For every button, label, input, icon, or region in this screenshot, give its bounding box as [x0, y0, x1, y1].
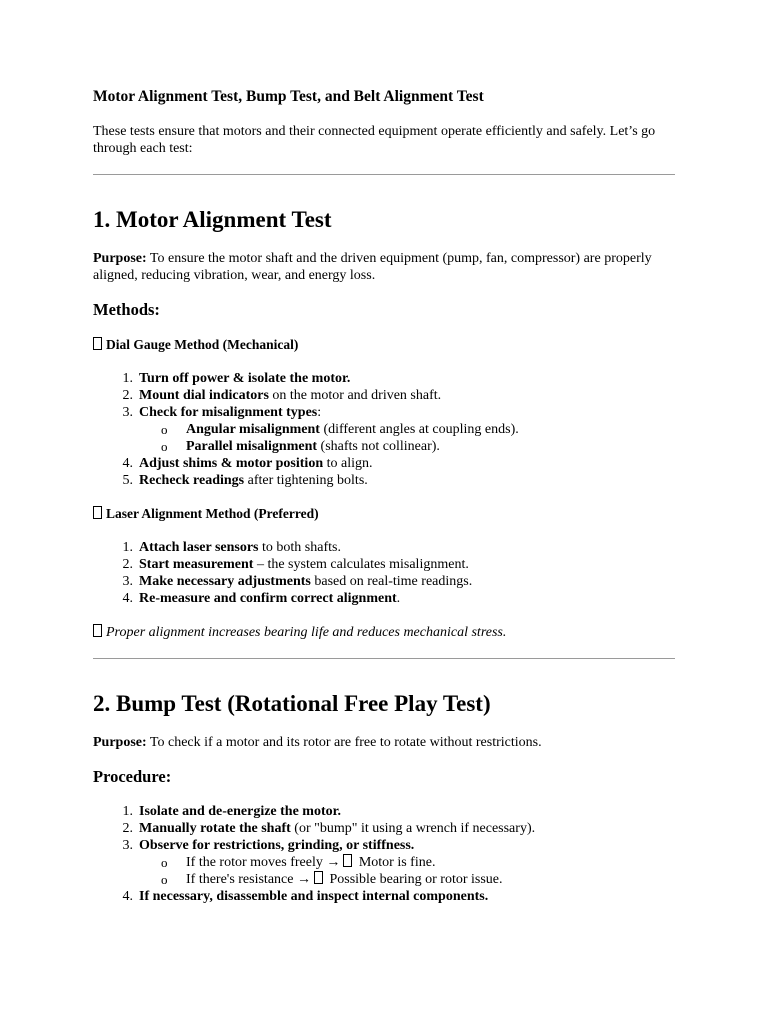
list-item: 1. Turn off power & isolate the motor. — [122, 371, 351, 386]
list-item: 3. Check for misalignment types: — [122, 405, 322, 420]
divider — [93, 658, 675, 659]
list-item: 2. Mount dial indicators on the motor and driven shaft. — [122, 388, 442, 403]
section-2-purpose — [93, 734, 683, 751]
list-item: 1. Isolate and de-energize the motor. — [122, 804, 342, 819]
list-item: 4. Re-measure and confirm correct alignment. — [122, 591, 401, 606]
list-item: 4. If necessary, disassemble and inspect internal components. — [122, 889, 489, 904]
divider — [93, 174, 675, 175]
purpose-label: Purpose: — [93, 735, 147, 750]
arrow-icon: → — [296, 872, 311, 887]
sub-list-item: o If the rotor moves freely → Motor is fine. — [161, 855, 436, 870]
arrow-icon: → — [326, 855, 341, 870]
bump-test-steps — [93, 803, 693, 905]
list-item: 3. Observe for restrictions, grinding, or stiffness. — [122, 838, 415, 853]
methods-heading: Methods: — [93, 300, 160, 319]
list-item: 1. Attach laser sensors to both shafts. — [122, 540, 341, 555]
list-item: 4. Adjust shims & motor position to align. — [122, 456, 373, 471]
sub-list-item: o Angular misalignment (different angles at coupling ends). — [161, 422, 519, 437]
list-item: 3. Make necessary adjustments based on real-time readings. — [122, 574, 473, 589]
list-item: 2. Start measurement – the system calculates misalignment. — [122, 557, 469, 572]
alignment-note: Proper alignment increases bearing life and reduces mechanical stress. — [93, 624, 506, 641]
purpose-text: To check if a motor and its rotor are free to rotate without restrictions. — [146, 735, 542, 750]
checkbox-glyph-icon — [343, 854, 352, 867]
intro-paragraph: These tests ensure that motors and their connected equipment operate efficiently and safely. Let’s go through each test: — [93, 124, 656, 156]
purpose-label: Purpose: — [93, 251, 147, 266]
list-item: 5. Recheck readings after tightening bolts. — [122, 473, 368, 488]
laser-method-steps — [93, 539, 693, 607]
laser-method-heading: Laser Alignment Method (Preferred) — [93, 506, 319, 522]
sub-list-item: o If there's resistance → Possible bearing or rotor issue. — [161, 872, 503, 887]
document-title: Motor Alignment Test, Bump Test, and Belt Alignment Test — [93, 88, 484, 105]
dial-gauge-steps — [93, 370, 693, 489]
section-2-heading: 2. Bump Test (Rotational Free Play Test) — [93, 691, 491, 716]
checkbox-glyph-icon — [93, 624, 102, 637]
section-1-purpose — [93, 250, 683, 284]
procedure-heading: Procedure: — [93, 767, 172, 786]
dial-gauge-heading: Dial Gauge Method (Mechanical) — [93, 337, 298, 353]
list-item: 2. Manually rotate the shaft (or "bump" it using a wrench if necessary). — [122, 821, 536, 836]
checkbox-glyph-icon — [314, 871, 323, 884]
section-1-heading: 1. Motor Alignment Test — [93, 207, 332, 232]
sub-list-item: o Parallel misalignment (shafts not collinear). — [161, 439, 440, 454]
purpose-text: To ensure the motor shaft and the driven equipment (pump, fan, compressor) are properly aligned, reducing vibration, wear, and energy loss. — [93, 251, 652, 283]
checkbox-glyph-icon — [93, 337, 102, 350]
checkbox-glyph-icon — [93, 506, 102, 519]
